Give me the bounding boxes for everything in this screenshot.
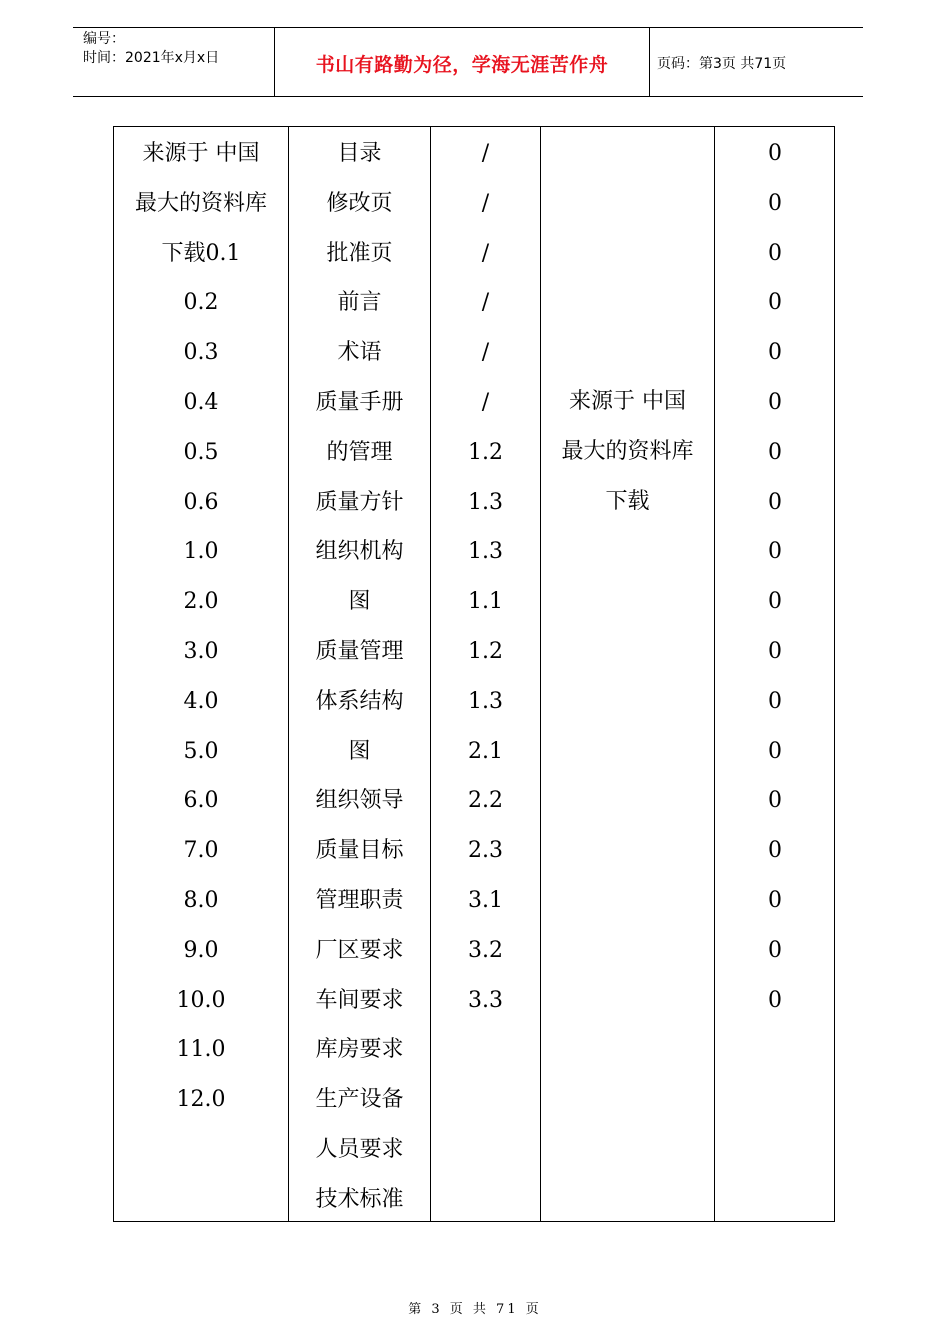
table-cell-line: 来源于 中国 [142,141,260,166]
table-cell-line: / [481,389,490,415]
table-cell-line: 0 [768,290,782,316]
table-cell-line: 8.0 [183,887,219,913]
table-cell-line: 0 [768,887,782,913]
column-clauses [431,127,541,1221]
table-cell-line: 车间要求 [315,987,404,1013]
table-cell-line: 0.2 [183,290,219,316]
header-page-info: 页码：第3页 共71页 [657,56,787,72]
table-cell-line: 0 [768,240,782,266]
table-cell-line: 0 [768,340,782,366]
col5-lines [715,137,835,1033]
table-cell-line: 体系结构 [315,688,404,714]
table-cell-line: 的管理 [326,439,393,465]
time-label: 时间：2021年x月x日 [83,50,220,66]
table-cell-line: 5.0 [183,738,219,764]
table-cell-line: 目录 [337,141,382,166]
table-cell-line: 质量方针 [315,489,404,515]
table-cell-line: 1.3 [468,539,503,565]
table-cell-line: 0 [768,937,782,963]
table-cell-line: 质量目标 [315,838,404,864]
table-cell-line: / [481,141,490,166]
col3-lines [431,137,540,1033]
header-page-cell [649,28,863,96]
table-cell-line: 2.3 [468,838,503,864]
table-cell-line: 0 [768,141,782,166]
table-cell-line: / [481,240,490,266]
table-cell-line: 2.2 [468,788,503,814]
table-cell-line: 管理职责 [315,887,404,913]
table-cell-line: 1.2 [468,439,503,465]
table-cell-line: / [481,190,490,216]
column-revision [715,127,835,1221]
table-cell-line: 0 [768,439,782,465]
table-cell-line: 3.1 [468,887,503,913]
table-cell-line: 0.5 [183,439,219,465]
column-source [541,127,715,1221]
col2-lines [289,137,430,1233]
page-footer: 第 3 页 共 71 页 [408,1302,542,1317]
table-cell-line: 质量管理 [315,638,404,664]
table-cell-line: 0.6 [183,489,219,515]
table-cell-line: 库房要求 [315,1037,404,1063]
table-cell-line: 12.0 [176,1087,226,1113]
table-cell-line: 组织领导 [315,788,404,814]
table-cell-line: 术语 [337,340,382,366]
table-cell-line: 技术标准 [315,1186,404,1212]
table-cell-line: / [481,340,490,366]
table-cell-line: 生产设备 [315,1087,404,1113]
table-cell-line: 图 [348,589,371,615]
table-cell-line: 组织机构 [315,539,404,565]
table-cell-line: 0 [768,738,782,764]
table-cell-line: 0 [768,838,782,864]
table-cell-line: 厂区要求 [315,937,404,963]
table-cell-line: 0 [768,489,782,515]
table-cell-line: 0 [768,987,782,1013]
motto-text: 书山有路勤为径，学海无涯苦作舟 [315,54,609,76]
table-cell-line: 0 [768,589,782,615]
table-cell-line: 1.0 [183,539,219,565]
col1-lines [114,137,288,1133]
table-cell-line: 图 [348,738,371,764]
table-cell-line: 人员要求 [315,1136,404,1162]
table-cell-line: 0.3 [183,340,219,366]
column-section-numbers [114,127,289,1221]
table-cell-line: 0 [768,190,782,216]
table-cell-line: 4.0 [183,688,219,714]
table-cell-line: 前言 [337,290,382,316]
table-cell-line: 7.0 [183,838,219,864]
table-cell-line: 2.1 [468,738,503,764]
table-cell-line: 0 [768,788,782,814]
header-motto-cell [274,28,650,96]
header-meta-cell [73,28,274,96]
table-cell-line: 11.0 [176,1037,226,1063]
table-cell-line: 下载 [605,488,650,514]
table-cell-line: 批准页 [326,240,393,266]
table-cell-line: 1.2 [468,638,503,664]
table-cell-line: 9.0 [183,937,219,963]
table-cell-line: 质量手册 [315,389,404,415]
table-cell-line: 3.3 [468,987,503,1013]
table-cell-line: 3.2 [468,937,503,963]
table-cell-line: 1.3 [468,489,503,515]
table-cell-line: 最大的资料库 [561,438,694,464]
table-cell-line: 0 [768,688,782,714]
table-cell-line: 0 [768,539,782,565]
table-cell-line: 2.0 [183,589,219,615]
col4-lines [541,385,714,534]
table-cell-line: 0 [768,389,782,415]
code-label: 编号： [83,31,125,47]
table-cell-line: 6.0 [183,788,219,814]
table-cell-line: 0 [768,638,782,664]
column-titles [289,127,431,1221]
table-cell-line: 1.1 [468,589,503,615]
table-cell-line: 3.0 [183,638,219,664]
table-cell-line: 修改页 [326,190,393,216]
table-cell-line: 0.4 [183,389,219,415]
table-cell-line: 1.3 [468,688,503,714]
table-cell-line: 来源于 中国 [569,389,686,414]
table-cell-line: 最大的资料库 [134,190,267,216]
table-cell-line: 下载0.1 [161,240,241,266]
table-cell-line: / [481,290,490,316]
page-header [73,27,863,97]
contents-table [113,126,835,1222]
table-cell-line: 10.0 [176,987,226,1013]
